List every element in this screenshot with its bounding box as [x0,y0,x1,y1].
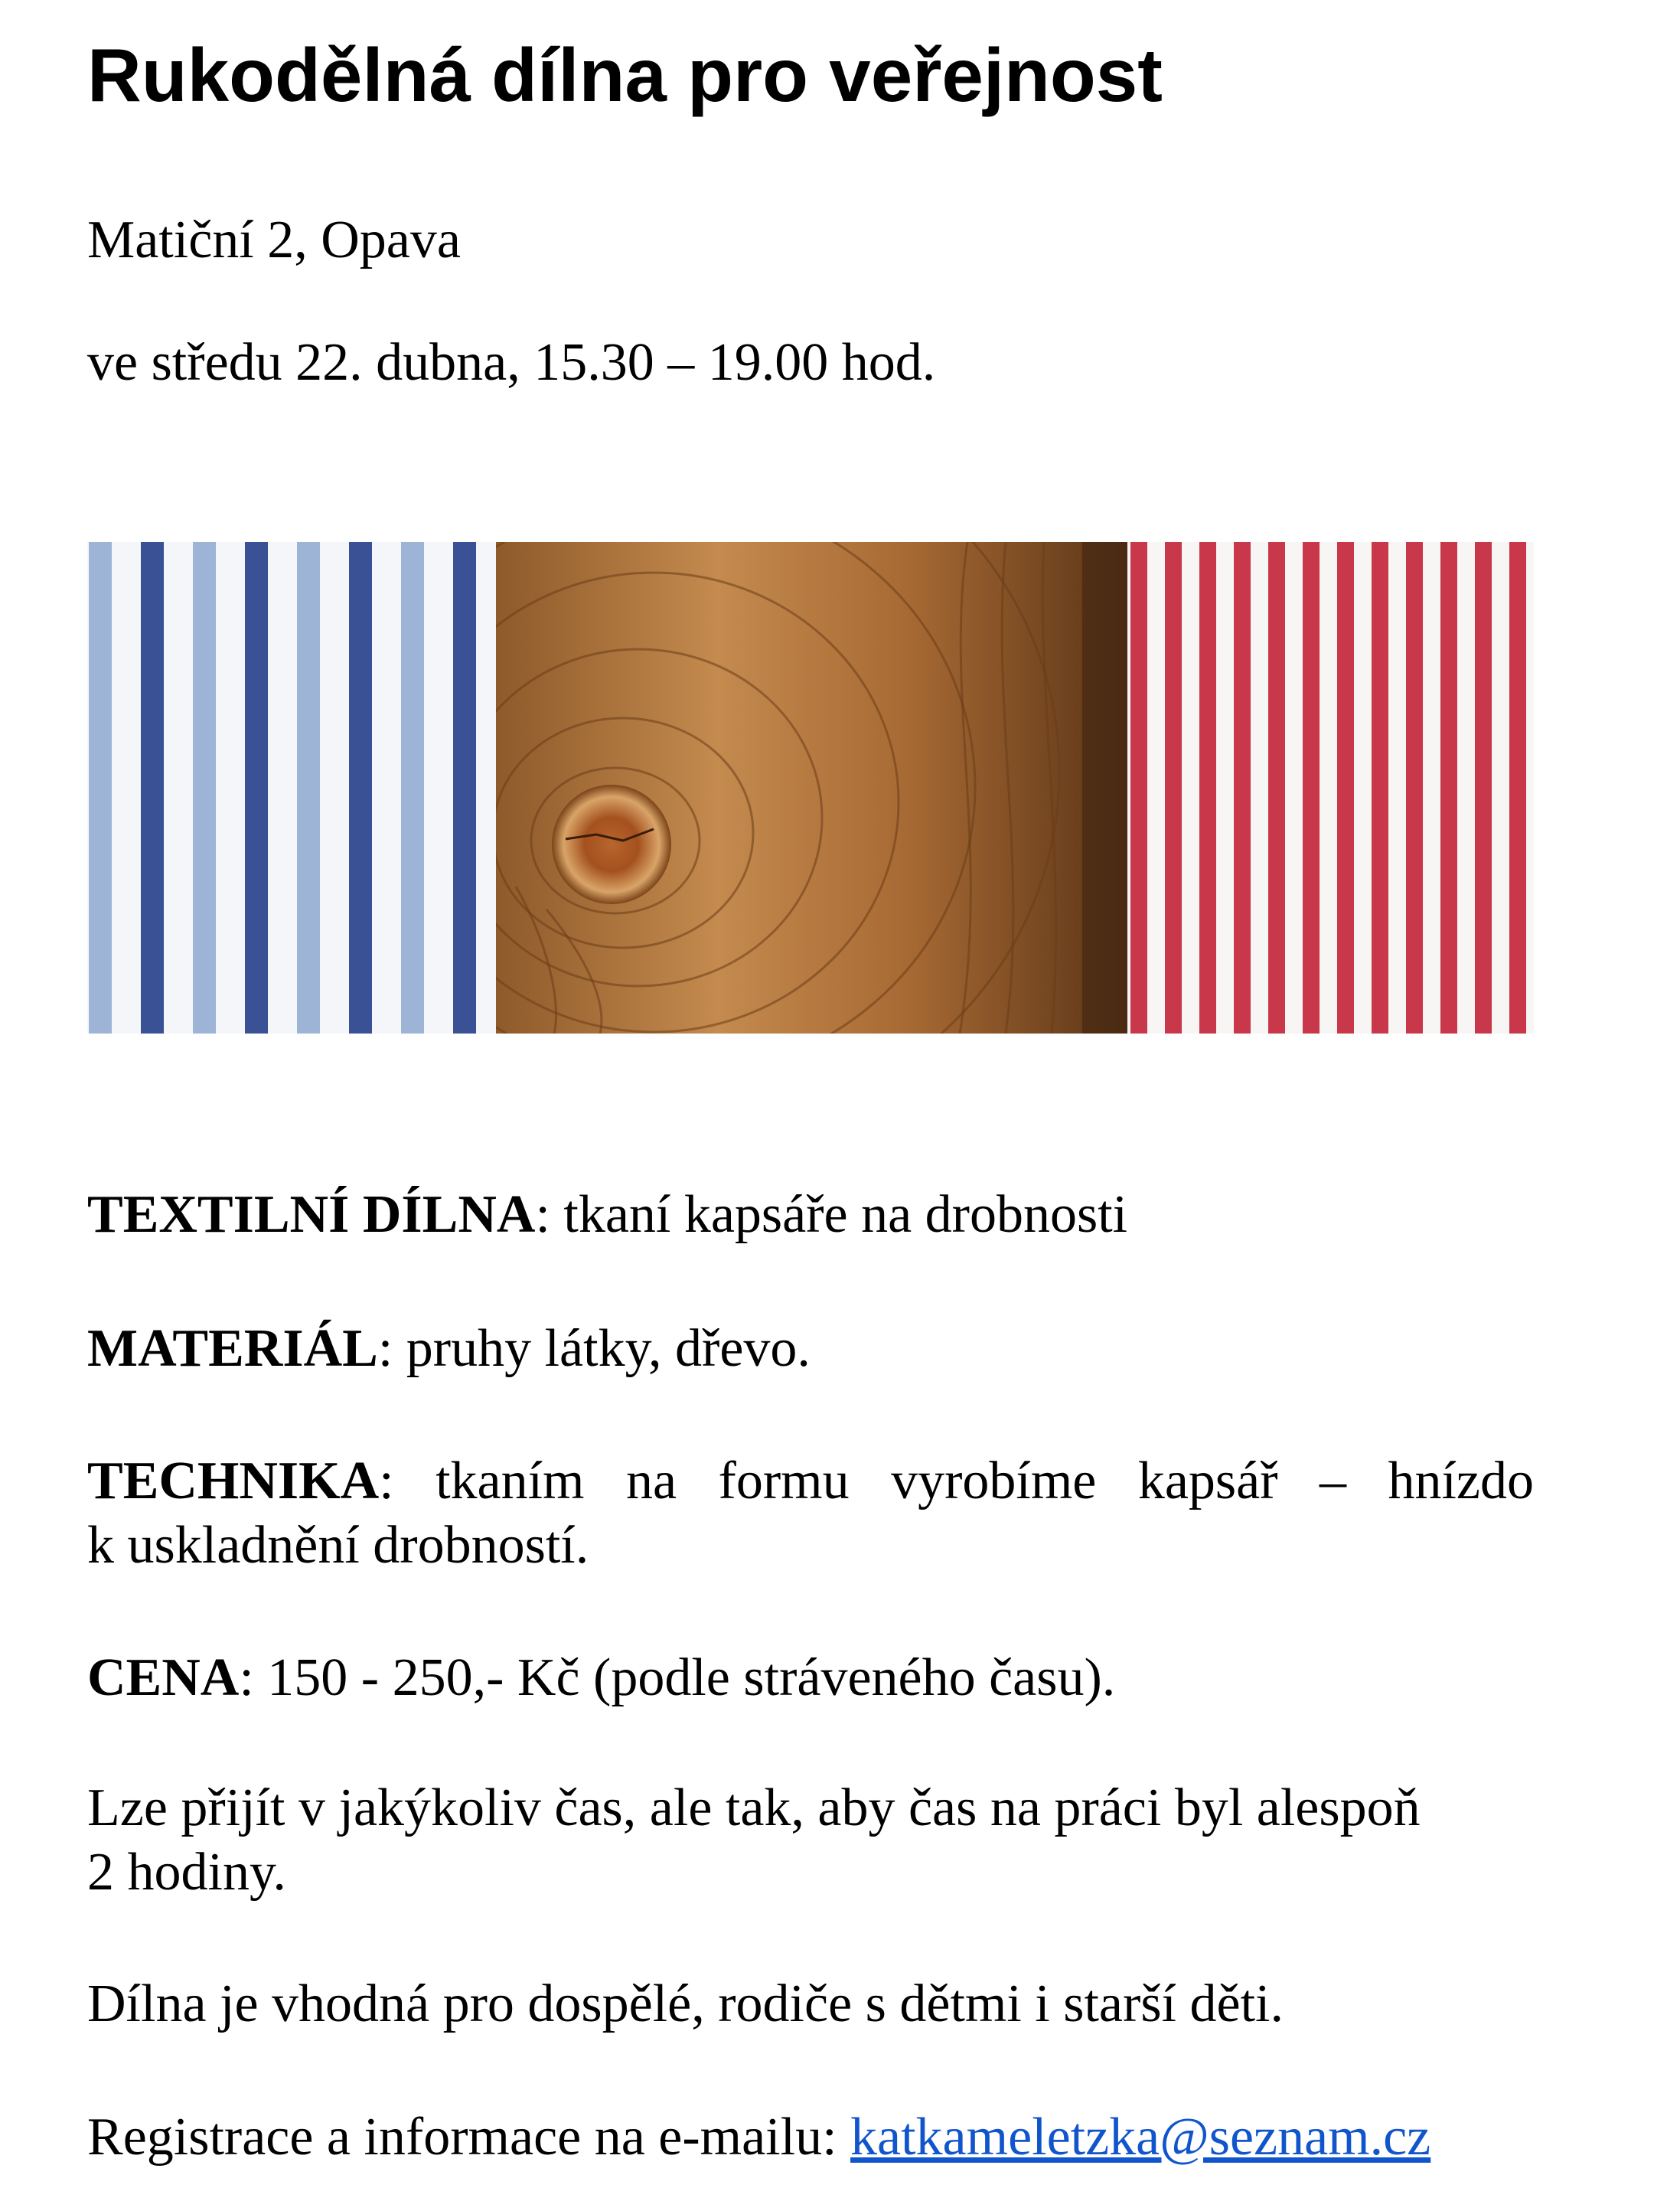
event-address: Matiční 2, Opava [87,211,461,269]
blue-stripe [453,542,476,1034]
price-text: : 150 - 250,- Kč (podle stráveného času). [239,1648,1116,1707]
red-stripe [1199,542,1216,1034]
blue-stripes-fabric [87,542,496,1034]
material-line [87,1317,1534,1381]
red-stripe [1509,542,1526,1034]
technique-first-line [87,1449,1534,1514]
email-link[interactable]: katkameletzka@seznam.cz [850,2108,1431,2167]
red-stripe [1165,542,1182,1034]
arrival-paragraph [87,1776,1534,1905]
technique-paragraph [87,1449,1534,1578]
red-stripe [1130,542,1147,1034]
red-stripes-fabric [1127,542,1534,1034]
blue-stripe [297,542,320,1034]
technique-label: TECHNIKA [87,1452,380,1510]
material-text: : pruhy látky, dřevo. [377,1319,811,1378]
blue-stripe [349,542,372,1034]
textile-label: TEXTILNÍ DÍLNA [87,1185,536,1244]
red-stripe [1475,542,1492,1034]
red-stripe [1337,542,1354,1034]
technique-second-line: k uskladnění drobností. [87,1516,589,1575]
registration-line [87,2105,1534,2170]
red-stripe [1406,542,1423,1034]
price-label: CENA [87,1648,240,1707]
red-stripe [1234,542,1251,1034]
blue-stripe [401,542,424,1034]
red-stripe [1268,542,1285,1034]
red-stripe [1440,542,1457,1034]
blue-stripe [89,542,112,1034]
textile-workshop-line [87,1183,1534,1247]
audience-line: Dílna je vhodná pro dospělé, rodiče s dětmi i starší děti. [87,1974,1284,2033]
red-stripe [1372,542,1388,1034]
registration-text: Registrace a informace na e-mailu: [87,2108,851,2167]
textile-text: : tkaní kapsáře na drobnosti [535,1185,1128,1244]
price-line [87,1646,1534,1710]
banner-image [87,542,1534,1034]
event-datetime: ve středu 22. dubna, 15.30 – 19.00 hod. [87,333,936,392]
page-title: Rukodělná dílna pro veřejnost [87,33,1163,117]
blue-stripe [245,542,268,1034]
arrival-line-2: 2 hodiny. [87,1843,286,1902]
material-label: MATERIÁL [87,1319,378,1378]
arrival-line-1: Lze přijít v jakýkoliv čas, ale tak, aby čas na práci byl alespoň [87,1778,1421,1837]
blue-stripe [193,542,216,1034]
red-stripe [1303,542,1320,1034]
blue-stripe [141,542,164,1034]
technique-text: : tkaním na formu vyrobíme kapsář – hnízdo [379,1452,1534,1510]
